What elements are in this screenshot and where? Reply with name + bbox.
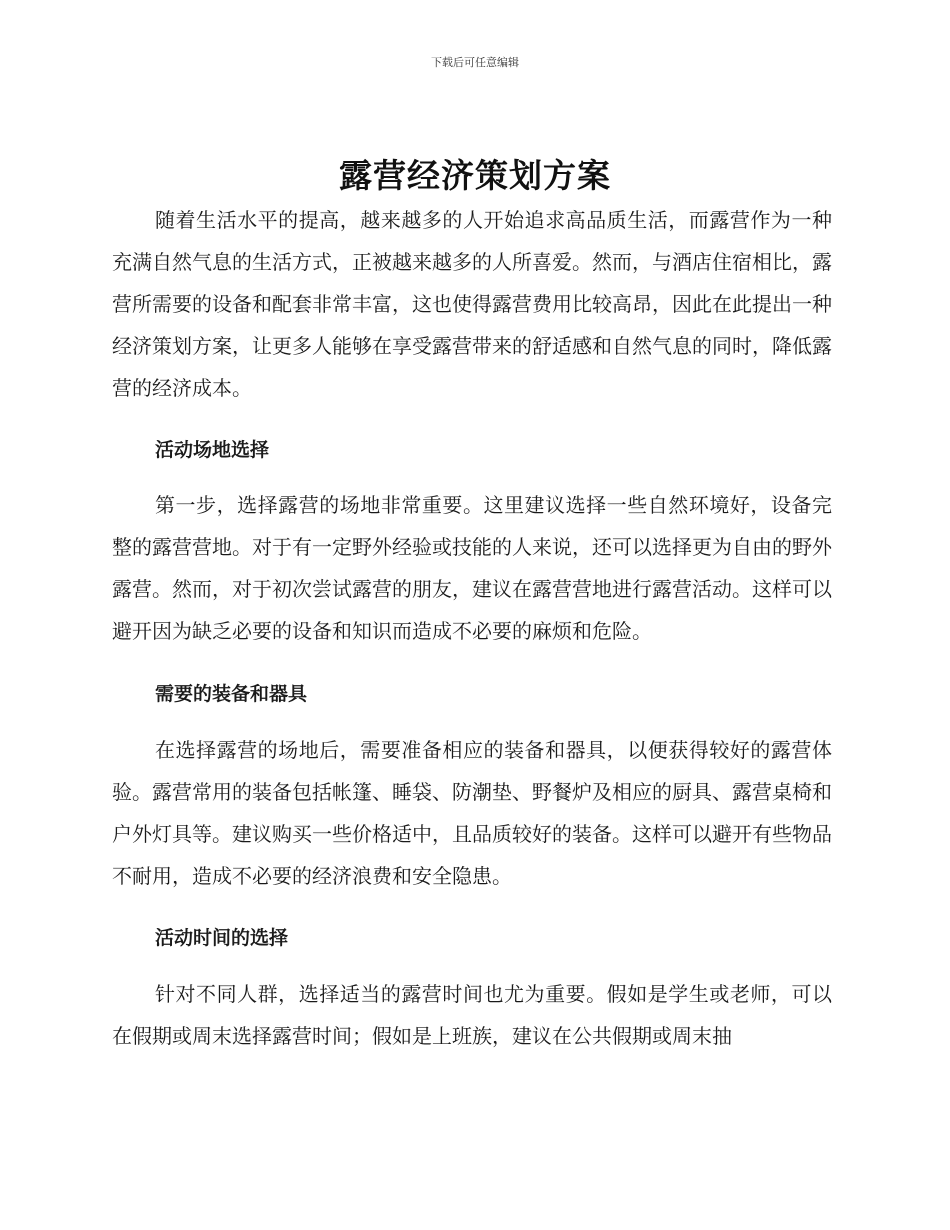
section-body-equipment: 在选择露营的场地后，需要准备相应的装备和器具，以便获得较好的露营体验。露营常用的装备包括帐篷、睡袋、防潮垫、野餐炉及相应的厨具、露营桌椅和户外灯具等。建议购买一些价格适中，且品质较好的装备。这样可以避开有些物品不耐用，造成不必要的经济浪费和安全隐患。 (112, 738, 832, 888)
section-heading-equipment: 需要的装备和器具 (155, 683, 308, 705)
section-heading-venue: 活动场地选择 (155, 439, 270, 461)
document-title: 露营经济策划方案 (339, 156, 611, 195)
section-body-timing: 针对不同人群，选择适当的露营时间也尤为重要。假如是学生或老师，可以在假期或周末选择露营时间；假如是上班族，建议在公共假期或周末抽 (112, 982, 832, 1048)
section-heading-timing: 活动时间的选择 (155, 927, 289, 949)
section-body-venue: 第一步，选择露营的场地非常重要。这里建议选择一些自然环境好，设备完整的露营营地。对于有一定野外经验或技能的人来说，还可以选择更为自由的野外露营。然而，对于初次尝试露营的朋友，建议在露营营地进行露营活动。这样可以避开因为缺乏必要的设备和知识而造成不必要的麻烦和危险。 (112, 493, 832, 643)
intro-paragraph: 随着生活水平的提高，越来越多的人开始追求高品质生活，而露营作为一种充满自然气息的生活方式，正被越来越多的人所喜爱。然而，与酒店住宿相比，露营所需要的设备和配套非常丰富，这也使得露营费用比较高昂，因此在此提出一种经济策划方案，让更多人能够在享受露营带来的舒适感和自然气息的同时，降低露营的经济成本。 (112, 208, 832, 400)
page-header-note: 下载后可任意编辑 (431, 56, 519, 69)
document-body (112, 199, 832, 1057)
